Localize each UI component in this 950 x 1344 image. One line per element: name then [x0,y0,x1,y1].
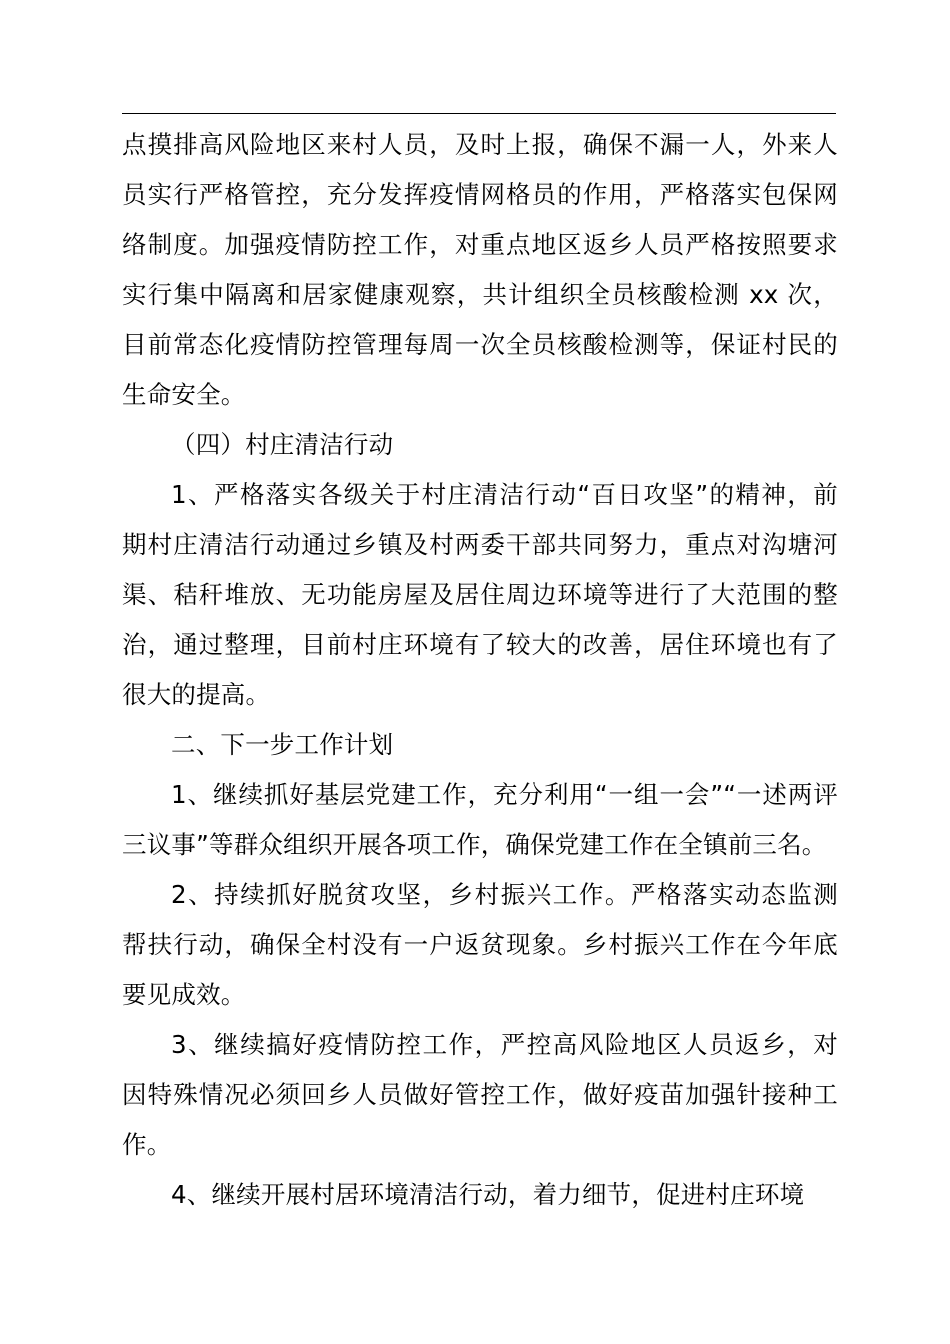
paragraph-plan-2 [122,870,838,1020]
text-line: 帮扶行动，确保全村没有一户返贫现象。乡村振兴工作在今年底 [122,930,838,959]
paragraph-plan-1 [122,770,838,870]
text-line: 作。 [122,1130,172,1159]
text-line: 要见成效。 [122,980,246,1009]
paragraph-plan-4 [122,1170,838,1220]
text-line: 二、下一步工作计划 [171,730,394,759]
text-line: 2、持续抓好脱贫攻坚，乡村振兴工作。严格落实动态监测 [171,880,838,909]
text-line: 络制度。加强疫情防控工作，对重点地区返乡人员严格按照要求 [122,230,838,259]
text-line: 很大的提高。 [122,680,271,709]
paragraph-epidemic-control [122,120,838,420]
text-line: 期村庄清洁行动通过乡镇及村两委干部共同努力，重点对沟塘河 [122,530,838,559]
text-line: 生命安全。 [122,380,246,409]
text-line: 1、继续抓好基层党建工作，充分利用“一组一会”“一述两评 [171,780,838,809]
text-line: 4、继续开展村居环境清洁行动，着力细节，促进村庄环境 [171,1180,805,1209]
text-line: 实行集中隔离和居家健康观察，共计组织全员核酸检测 xx 次， [122,280,838,309]
header-rule [122,113,836,114]
text-line: 1、严格落实各级关于村庄清洁行动“百日攻坚”的精神，前 [171,480,838,509]
text-line: 治，通过整理，目前村庄环境有了较大的改善，居住环境也有了 [122,630,838,659]
text-line: 因特殊情况必须回乡人员做好管控工作，做好疫苗加强针接种工 [122,1080,838,1109]
paragraph-plan-3 [122,1020,838,1170]
text-line: 目前常态化疫情防控管理每周一次全员核酸检测等，保证村民的 [122,330,838,359]
paragraph-heading-village-cleaning [122,420,838,470]
text-line: 员实行严格管控，充分发挥疫情网格员的作用，严格落实包保网 [122,180,838,209]
text-line: 三议事”等群众组织开展各项工作，确保党建工作在全镇前三名。 [122,830,827,859]
text-line: 渠、秸秆堆放、无功能房屋及居住周边环境等进行了大范围的整 [122,580,838,609]
document-body [122,120,838,1220]
text-line: 点摸排高风险地区来村人员，及时上报，确保不漏一人，外来人 [122,130,838,159]
text-line: （四）村庄清洁行动 [171,430,394,459]
text-line: 3、继续搞好疫情防控工作，严控高风险地区人员返乡，对 [171,1030,838,1059]
paragraph-village-cleaning-1 [122,470,838,720]
paragraph-heading-next-steps [122,720,838,770]
